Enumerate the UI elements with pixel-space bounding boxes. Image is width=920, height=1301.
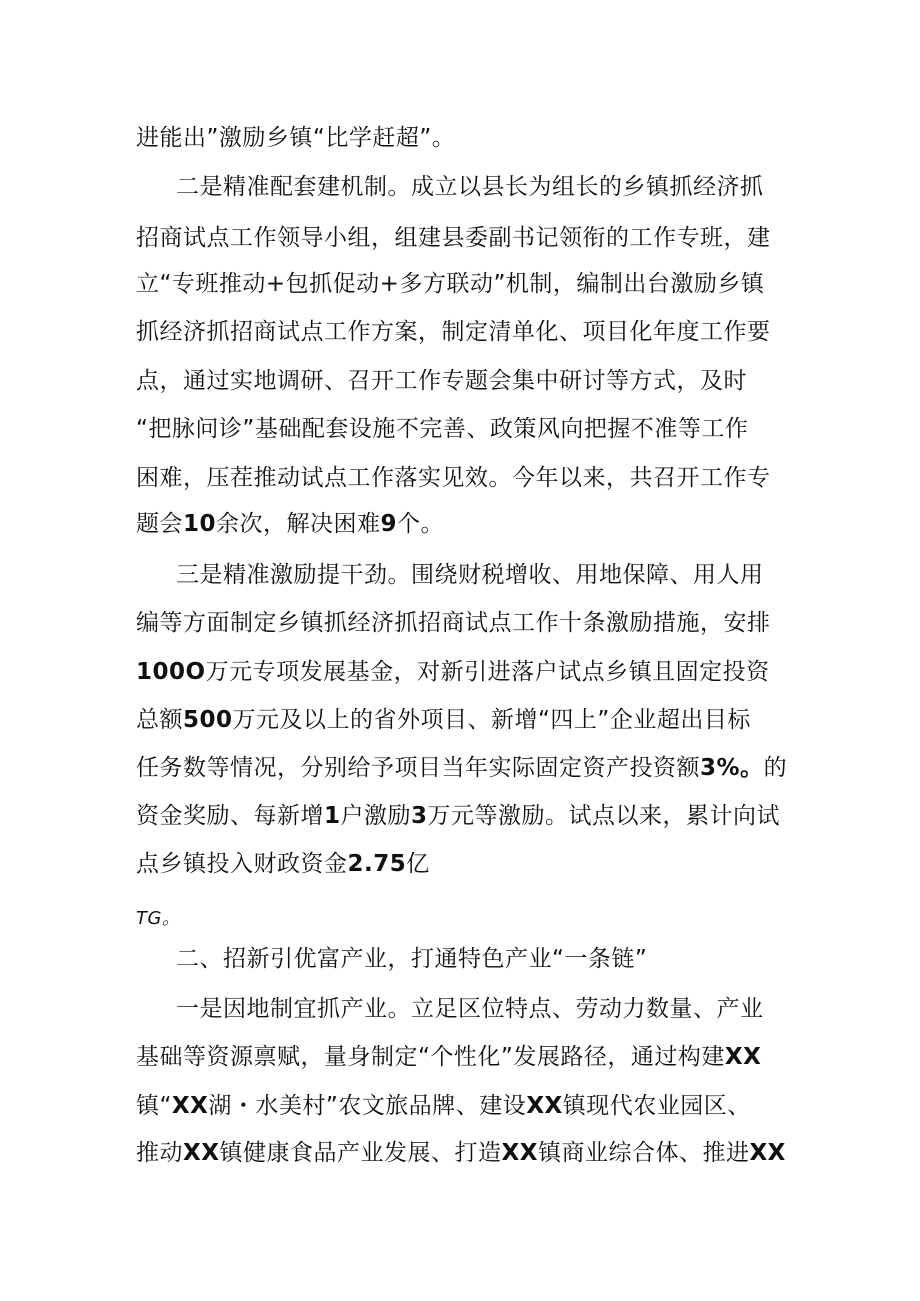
text-line bbox=[136, 462, 786, 494]
text-run: 困难，压茬推动试点工作落实见效。今年以来，共召开工作专 bbox=[136, 465, 771, 491]
bold-number: 3%。 bbox=[700, 755, 764, 781]
text-line bbox=[136, 848, 786, 880]
bold-number: 500 bbox=[183, 707, 233, 733]
text-run: 总额 bbox=[136, 707, 183, 733]
paragraph-start-line bbox=[176, 993, 826, 1025]
text-line bbox=[136, 1090, 786, 1122]
text-line bbox=[136, 903, 786, 935]
text-run: 基础等资源禀赋，量身制定“个性化”发展路径，通过构建 bbox=[136, 1044, 725, 1070]
text-run: 镇“ bbox=[136, 1093, 172, 1119]
text-line bbox=[136, 413, 786, 445]
text-line bbox=[136, 656, 786, 688]
text-line bbox=[136, 268, 786, 300]
text-run: 一是因地制宜抓产业。立足区位特点、劳动力数量、产业 bbox=[176, 996, 764, 1022]
text-run: 万元等激励。试点以来，累计向试 bbox=[427, 803, 781, 829]
text-run: 万元专项发展基金，对新引进落户试点乡镇且固定投资 bbox=[205, 659, 770, 685]
text-run: 进能出”激励乡镇“比学赶超”。 bbox=[136, 125, 456, 151]
text-line bbox=[136, 607, 786, 639]
bold-number: 10 bbox=[183, 511, 217, 537]
bold-number: XX bbox=[501, 1140, 538, 1166]
text-run: 三是精准激励提干劲。围绕财税增收、用地保障、用人用 bbox=[176, 562, 764, 588]
text-run: 编等方面制定乡镇抓经济抓招商试点工作十条激励措施，安排 bbox=[136, 610, 771, 636]
text-run: TG。 bbox=[136, 908, 181, 929]
text-line bbox=[136, 1041, 786, 1073]
text-run: 资金奖励、每新增 bbox=[136, 803, 324, 829]
text-line bbox=[136, 1137, 786, 1169]
text-run: 任务数等情况，分别给予项目当年实际固定资产投资额 bbox=[136, 755, 700, 781]
text-run: “把脉问诊”基础配套设施不完善、政策风向把握不准等工作 bbox=[136, 416, 749, 442]
bold-number: 9 bbox=[380, 511, 398, 537]
text-run: 万元及以上的省外项目、新增“四上”企业超出目标 bbox=[232, 707, 751, 733]
bold-number: 1 bbox=[324, 803, 341, 829]
text-line bbox=[136, 752, 786, 784]
text-run: 二、招新引优富产业，打通特色产业“一条链” bbox=[176, 946, 648, 972]
bold-number: XX bbox=[171, 1093, 209, 1119]
text-run: 亿 bbox=[406, 851, 430, 877]
bold-number: 2.75 bbox=[347, 851, 407, 877]
text-run: 招商试点工作领导小组，组建县委副书记领衔的工作专班，建 bbox=[136, 225, 771, 251]
text-line bbox=[136, 222, 786, 254]
paragraph-start-line bbox=[176, 171, 826, 203]
text-run: 户激励 bbox=[340, 803, 412, 829]
text-run: 点乡镇投入财政资金 bbox=[136, 851, 348, 877]
bold-number: XX bbox=[724, 1044, 762, 1070]
text-run: 镇健康食品产业发展、打造 bbox=[219, 1140, 502, 1166]
text-run: 抓经济抓招商试点工作方案，制定清单化、项目化年度工作要 bbox=[136, 319, 771, 345]
text-run: 余次，解决困难 bbox=[216, 511, 381, 537]
bold-number: 100O bbox=[136, 659, 206, 685]
bold-number: XX bbox=[526, 1093, 563, 1119]
text-line bbox=[136, 508, 786, 540]
paragraph-start-line bbox=[176, 559, 826, 591]
text-run: 湖・水美村”农文旅品牌、建设 bbox=[208, 1093, 527, 1119]
text-line bbox=[136, 316, 786, 348]
text-run: 的 bbox=[763, 755, 788, 781]
bold-number: 3 bbox=[411, 803, 428, 829]
text-line bbox=[136, 122, 786, 154]
text-run: 推动 bbox=[136, 1140, 183, 1166]
bold-number: XX bbox=[183, 1140, 220, 1166]
text-run: 立“专班推动+包抓促动+多方联动”机制，编制出台激励乡镇 bbox=[136, 271, 765, 297]
text-line bbox=[136, 800, 786, 832]
bold-number: XX bbox=[749, 1140, 786, 1166]
text-line bbox=[136, 365, 786, 397]
text-run: 个。 bbox=[397, 511, 445, 537]
section-heading bbox=[176, 943, 826, 975]
text-run: 点，通过实地调研、召开工作专题会集中研讨等方式，及时 bbox=[136, 368, 747, 394]
text-run: 镇商业综合体、推进 bbox=[537, 1140, 750, 1166]
text-run: 题会 bbox=[136, 511, 183, 537]
text-line bbox=[136, 704, 786, 736]
text-run: 二是精准配套建机制。成立以县长为组长的乡镇抓经济抓 bbox=[176, 174, 764, 200]
text-run: 镇现代农业园区、 bbox=[562, 1093, 751, 1119]
